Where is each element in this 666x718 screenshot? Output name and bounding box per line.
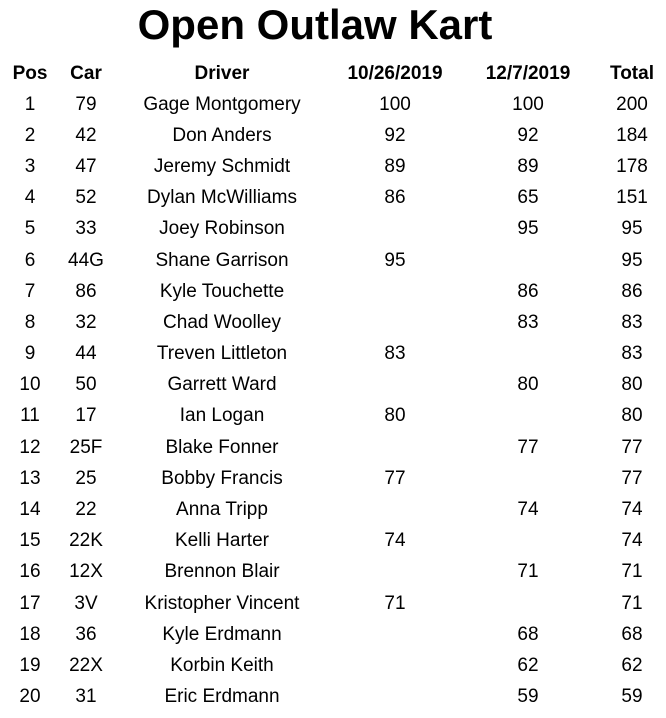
cell-car: 22X: [69, 654, 103, 676]
cell-driver: Shane Garrison: [155, 249, 289, 271]
cell-total: 71: [621, 561, 643, 583]
cell-pos: 18: [19, 623, 41, 645]
cell-car: 44G: [68, 249, 104, 271]
cell-race2: 59: [517, 686, 539, 708]
cell-race2: 100: [512, 93, 544, 115]
cell-driver: Brennon Blair: [164, 561, 280, 583]
cell-total: 95: [621, 218, 643, 240]
cell-race1: [332, 370, 458, 401]
cell-car: 32: [75, 311, 97, 333]
cell-pos: 13: [19, 467, 41, 489]
cell-race1: 92: [384, 124, 406, 146]
header-pos: Pos: [12, 62, 48, 84]
cell-pos: 7: [24, 280, 36, 302]
cell-driver: Treven Littleton: [156, 343, 288, 365]
cell-driver: Eric Erdmann: [164, 686, 280, 708]
cell-race1: [332, 276, 458, 307]
cell-total: 95: [621, 249, 643, 271]
header-race1: 10/26/2019: [347, 62, 443, 84]
cell-race2: [458, 463, 598, 494]
table-row: [0, 401, 666, 432]
cell-pos: 12: [19, 436, 41, 458]
cell-driver: Dylan McWilliams: [147, 187, 297, 209]
table-row: [0, 183, 666, 214]
cell-driver: Kyle Touchette: [159, 280, 285, 302]
table-row: [0, 151, 666, 182]
cell-car: 47: [75, 155, 97, 177]
cell-race2: 74: [517, 499, 539, 521]
cell-race2: [458, 526, 598, 557]
cell-total: 59: [621, 686, 643, 708]
cell-race2: 71: [517, 561, 539, 583]
header-race2: 12/7/2019: [485, 62, 571, 84]
cell-total: 178: [616, 155, 648, 177]
cell-car: 44: [75, 343, 97, 365]
cell-race2: 86: [517, 280, 539, 302]
cell-race1: 89: [384, 155, 406, 177]
standings-table: [0, 58, 666, 713]
cell-race2: 89: [517, 155, 539, 177]
table-row: [0, 619, 666, 650]
cell-total: 68: [621, 623, 643, 645]
table-row: [0, 526, 666, 557]
cell-car: 33: [75, 218, 97, 240]
cell-race2: [458, 401, 598, 432]
cell-driver: Chad Woolley: [163, 311, 281, 333]
header-total: Total: [610, 62, 654, 84]
cell-pos: 1: [24, 93, 36, 115]
cell-race1: 86: [384, 187, 406, 209]
cell-total: 184: [616, 124, 648, 146]
cell-driver: Gage Montgomery: [143, 93, 301, 115]
cell-pos: 10: [19, 374, 41, 396]
cell-driver: Kyle Erdmann: [162, 623, 282, 645]
cell-car: 12X: [69, 561, 103, 583]
cell-driver: Don Anders: [172, 124, 272, 146]
cell-pos: 14: [19, 499, 41, 521]
cell-race2: [458, 588, 598, 619]
cell-pos: 2: [24, 124, 36, 146]
table-row: [0, 214, 666, 245]
cell-driver: Kristopher Vincent: [144, 592, 300, 614]
table-row: [0, 276, 666, 307]
cell-driver: Kelli Harter: [175, 530, 269, 552]
table-row: [0, 557, 666, 588]
standings-body: [0, 89, 666, 713]
table-row: [0, 432, 666, 463]
cell-race1: [332, 619, 458, 650]
cell-race1: 77: [384, 467, 406, 489]
cell-total: 71: [621, 592, 643, 614]
cell-race2: 77: [517, 436, 539, 458]
cell-total: 77: [621, 436, 643, 458]
cell-car: 17: [75, 405, 97, 427]
cell-race1: [332, 682, 458, 713]
cell-car: 86: [75, 280, 97, 302]
table-row: [0, 494, 666, 525]
cell-car: 25: [75, 467, 97, 489]
cell-total: 83: [621, 343, 643, 365]
cell-car: 42: [75, 124, 97, 146]
cell-total: 151: [616, 187, 648, 209]
cell-race2: [458, 339, 598, 370]
cell-pos: 17: [19, 592, 41, 614]
cell-race1: 71: [384, 592, 406, 614]
cell-driver: Blake Fonner: [165, 436, 279, 458]
cell-total: 83: [621, 311, 643, 333]
cell-race1: [332, 650, 458, 681]
cell-pos: 8: [24, 311, 36, 333]
table-row: [0, 463, 666, 494]
table-row: [0, 650, 666, 681]
cell-pos: 15: [19, 530, 41, 552]
table-row: [0, 339, 666, 370]
cell-race2: 83: [517, 311, 539, 333]
table-row: [0, 370, 666, 401]
cell-car: 25F: [69, 436, 103, 458]
table-row: [0, 682, 666, 713]
cell-race2: 62: [517, 654, 539, 676]
cell-race2: 65: [517, 187, 539, 209]
table-row: [0, 120, 666, 151]
cell-total: 200: [616, 93, 648, 115]
table-row: [0, 307, 666, 338]
table-row: [0, 245, 666, 276]
cell-pos: 6: [24, 249, 36, 271]
cell-car: 22: [75, 499, 97, 521]
cell-race1: [332, 214, 458, 245]
cell-race1: 83: [384, 343, 406, 365]
cell-driver: Joey Robinson: [159, 218, 285, 240]
table-row: [0, 89, 666, 120]
header-driver: Driver: [194, 62, 250, 84]
cell-total: 86: [621, 280, 643, 302]
cell-car: 50: [75, 374, 97, 396]
cell-driver: Garrett Ward: [167, 374, 277, 396]
cell-pos: 20: [19, 686, 41, 708]
cell-pos: 9: [24, 343, 36, 365]
cell-race2: 92: [517, 124, 539, 146]
cell-car: 36: [75, 623, 97, 645]
cell-driver: Ian Logan: [179, 405, 265, 427]
cell-race2: 68: [517, 623, 539, 645]
cell-total: 74: [621, 499, 643, 521]
cell-car: 79: [75, 93, 97, 115]
table-row: [0, 588, 666, 619]
page-title: Open Outlaw Kart: [137, 1, 493, 48]
cell-pos: 16: [19, 561, 41, 583]
cell-race1: 80: [384, 405, 406, 427]
cell-race2: 80: [517, 374, 539, 396]
cell-race1: 74: [384, 530, 406, 552]
cell-pos: 11: [20, 405, 40, 427]
cell-total: 74: [621, 530, 643, 552]
cell-race1: [332, 432, 458, 463]
cell-total: 80: [621, 374, 643, 396]
cell-pos: 19: [19, 654, 41, 676]
cell-pos: 5: [24, 218, 36, 240]
cell-race2: [458, 245, 598, 276]
cell-driver: Anna Tripp: [176, 499, 268, 521]
cell-race2: 95: [517, 218, 539, 240]
cell-race1: 95: [384, 249, 406, 271]
cell-race1: 100: [379, 93, 411, 115]
cell-driver: Korbin Keith: [170, 654, 274, 676]
header-row: [0, 58, 666, 89]
cell-race1: [332, 307, 458, 338]
cell-car: 3V: [74, 592, 98, 614]
cell-car: 22K: [69, 530, 103, 552]
cell-driver: Bobby Francis: [161, 467, 283, 489]
cell-car: 52: [75, 187, 97, 209]
cell-total: 77: [621, 467, 643, 489]
cell-pos: 3: [24, 155, 36, 177]
cell-race1: [332, 557, 458, 588]
cell-car: 31: [75, 686, 97, 708]
cell-pos: 4: [24, 187, 36, 209]
header-car: Car: [70, 62, 102, 84]
cell-race1: [332, 494, 458, 525]
cell-total: 62: [621, 654, 643, 676]
cell-driver: Jeremy Schmidt: [153, 155, 291, 177]
cell-total: 80: [621, 405, 643, 427]
